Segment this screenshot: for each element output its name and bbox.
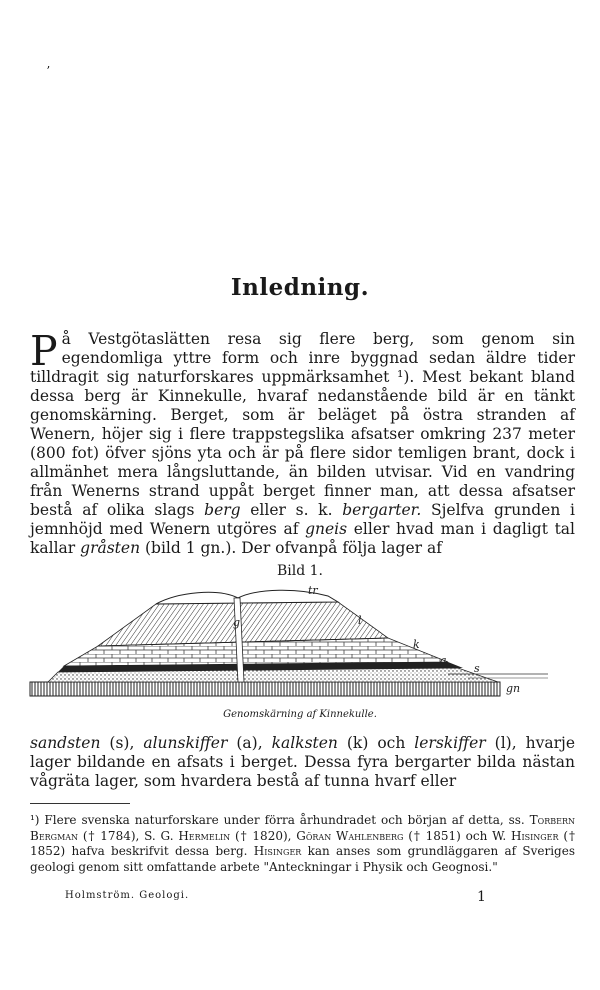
figure-label: Bild 1. [276,563,323,579]
page-title: Inledning. [230,274,370,301]
footnote-text: († 1851) och W. [403,828,511,843]
label-l: l [358,614,362,627]
kinnekulle-cross-section [28,582,576,706]
abbr-k: (k) och [337,734,415,752]
paragraph-text: hvarje lager bildande en afsats i berget. Dessa fyra bergarter bilda nästan vågräta lager, som hvardera bestå af tunna hvarf eller [30,734,576,790]
footnote-name: Hisinger [511,828,559,843]
term-gneis: gneis [305,520,348,538]
paragraph-layers [30,734,575,791]
abbr-a: (a), [227,734,272,752]
term-grasten: gråsten [80,539,141,557]
page-footer: Holmström. Geologi. [65,890,190,901]
footnote-text: ¹) Flere svenska naturforskare under förra århundradet och början af detta, ss. [30,813,530,827]
footnote-rule [30,803,130,804]
footnote-text: († 1852) hafva beskrifvit dessa berg. [30,828,575,858]
paragraph-text: å Vestgötaslätten resa sig flere berg, som genom sin egendomliga yttre form och inre byggnad sedan äldre tider tilldragit sig naturforskares uppmärksamhet ¹). Mest bekant bland dessa berg är Kinnekulle, hvaraf nedanstående bild är en tänkt genomskärning. Berget, som är beläget på östra stranden af Wenern, höjer sig i flere trappstegslika afsatser omkring 237 meter (800 fot) öfver sjöns yta och är på flere sidor temligen brant, dock i allmänhet mera långsluttande, än bilden utvisar. Vid en vandring från Wenerns strand uppåt berget finner man, att dessa afsatser bestå af olika slags [30,330,575,519]
footnote-text: († 1820), [230,828,297,843]
abbr-l: (l), [485,734,517,752]
layer-shale [98,602,388,646]
term-sandsten: sandsten [30,734,101,752]
term-bergarter: bergarter. [342,501,422,519]
page-number: 1 [477,889,486,905]
paragraph-text: eller hvad man i dagligt tal kallar [30,520,575,557]
term-kalksten: kalksten [271,734,338,752]
footnote-text: († 1784), S. G. [78,828,179,843]
term-alunskiffer: alunskiffer [143,734,228,752]
paragraph-text: (bild 1 gn.). Der ofvanpå följa lager af [140,539,442,557]
figure-caption: Genomskärning af Kinnekulle. [223,709,377,720]
label-a: a [440,654,447,667]
footnote-name: Hisinger [253,844,302,858]
footnote-name: Göran Wahlenberg [296,828,404,843]
term-lerskiffer: lerskiffer [414,734,486,752]
layer-gneiss [30,682,500,696]
footnote-text: kan anses som grundläggaren af Sveriges geologi genom sitt omfattande arbete "Anteckningar i Physik och Geognosi." [30,844,575,874]
label-gn: gn [506,682,521,695]
drop-cap: P [30,327,58,375]
footnote-name: Hermelin [178,828,231,843]
label-tr: tr [308,584,318,597]
paragraph-text: eller s. k. [240,501,343,519]
term-berg: berg [204,501,241,519]
label-s: s [474,662,480,675]
footnote [30,813,575,875]
stray-mark: ʼ [46,64,50,78]
paragraph-text: Sjelfva grunden i jemnhöjd med Wenern utgöres af [30,501,575,538]
abbr-s: (s), [100,734,144,752]
footnote-name: Torbern Bergman [30,813,575,843]
paragraph-intro [30,327,575,558]
label-k: k [413,638,420,651]
label-g: g [233,616,241,629]
